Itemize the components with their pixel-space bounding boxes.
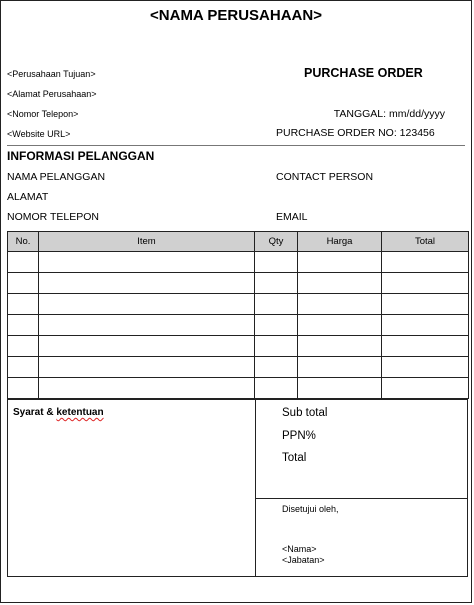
header-divider [7, 145, 465, 146]
table-header-row [8, 232, 469, 252]
table-cell[interactable] [298, 294, 382, 315]
table-cell[interactable] [8, 273, 39, 294]
company-name: <NAMA PERUSAHAAN> [150, 7, 322, 24]
table-cell[interactable] [382, 336, 469, 357]
table-cell[interactable] [298, 315, 382, 336]
po-number: PURCHASE ORDER NO: 123456 [276, 127, 435, 139]
subtotal-label: Sub total [282, 407, 328, 419]
table-row [8, 378, 469, 399]
recipient-website: <Website URL> [7, 129, 71, 139]
recipient-address: <Alamat Perusahaan> [7, 89, 97, 99]
table-cell[interactable] [382, 378, 469, 399]
table-cell[interactable] [39, 378, 255, 399]
summary-horizontal-divider [255, 498, 467, 499]
table-cell[interactable] [255, 252, 298, 273]
customer-name-label: NAMA PELANGGAN [7, 171, 106, 183]
table-cell[interactable] [298, 378, 382, 399]
table-cell[interactable] [382, 273, 469, 294]
summary-vertical-divider [255, 400, 256, 576]
approver-name: <Nama> [282, 544, 317, 554]
table-cell[interactable] [298, 273, 382, 294]
column-header-item: Item [39, 232, 255, 252]
customer-info-heading: INFORMASI PELANGGAN [7, 149, 155, 163]
table-cell[interactable] [382, 357, 469, 378]
table-cell[interactable] [255, 315, 298, 336]
table-cell[interactable] [8, 315, 39, 336]
approved-by-label: Disetujui oleh, [282, 504, 339, 514]
po-date: TANGGAL: mm/dd/yyyy [333, 108, 445, 120]
items-table [7, 231, 469, 399]
tax-label: PPN% [282, 430, 316, 442]
table-cell[interactable] [382, 252, 469, 273]
table-row [8, 357, 469, 378]
approver-position: <Jabatan> [282, 555, 325, 565]
table-cell[interactable] [255, 294, 298, 315]
table-row [8, 273, 469, 294]
table-cell[interactable] [8, 378, 39, 399]
table-cell[interactable] [255, 273, 298, 294]
table-cell[interactable] [8, 357, 39, 378]
table-cell[interactable] [8, 252, 39, 273]
table-cell[interactable] [382, 294, 469, 315]
column-header-no: No. [8, 232, 39, 252]
table-cell[interactable] [298, 336, 382, 357]
table-cell[interactable] [39, 357, 255, 378]
table-cell[interactable] [382, 315, 469, 336]
terms-word: ketentuan [56, 407, 104, 418]
recipient-company: <Perusahaan Tujuan> [7, 69, 96, 79]
table-cell[interactable] [39, 336, 255, 357]
table-cell[interactable] [298, 357, 382, 378]
contact-person-label: CONTACT PERSON [276, 171, 374, 183]
po-title: PURCHASE ORDER [304, 66, 423, 80]
table-cell[interactable] [39, 273, 255, 294]
table-row [8, 294, 469, 315]
table-cell[interactable] [8, 336, 39, 357]
table-row [8, 252, 469, 273]
terms-label [13, 407, 104, 418]
email-label: EMAIL [276, 211, 308, 223]
terms-prefix: Syarat & [13, 407, 57, 418]
customer-phone-label: NOMOR TELEPON [7, 211, 99, 223]
total-label: Total [282, 452, 307, 464]
table-cell[interactable] [39, 315, 255, 336]
table-cell[interactable] [255, 378, 298, 399]
column-header-total: Total [382, 232, 469, 252]
summary-section [7, 399, 468, 577]
table-cell[interactable] [298, 252, 382, 273]
table-row [8, 336, 469, 357]
table-cell[interactable] [255, 357, 298, 378]
column-header-qty: Qty [255, 232, 298, 252]
table-row [8, 315, 469, 336]
table-cell[interactable] [8, 294, 39, 315]
table-cell[interactable] [39, 252, 255, 273]
column-header-harga: Harga [298, 232, 382, 252]
table-cell[interactable] [39, 294, 255, 315]
customer-address-label: ALAMAT [7, 191, 49, 203]
table-cell[interactable] [255, 336, 298, 357]
recipient-phone: <Nomor Telepon> [7, 109, 79, 119]
